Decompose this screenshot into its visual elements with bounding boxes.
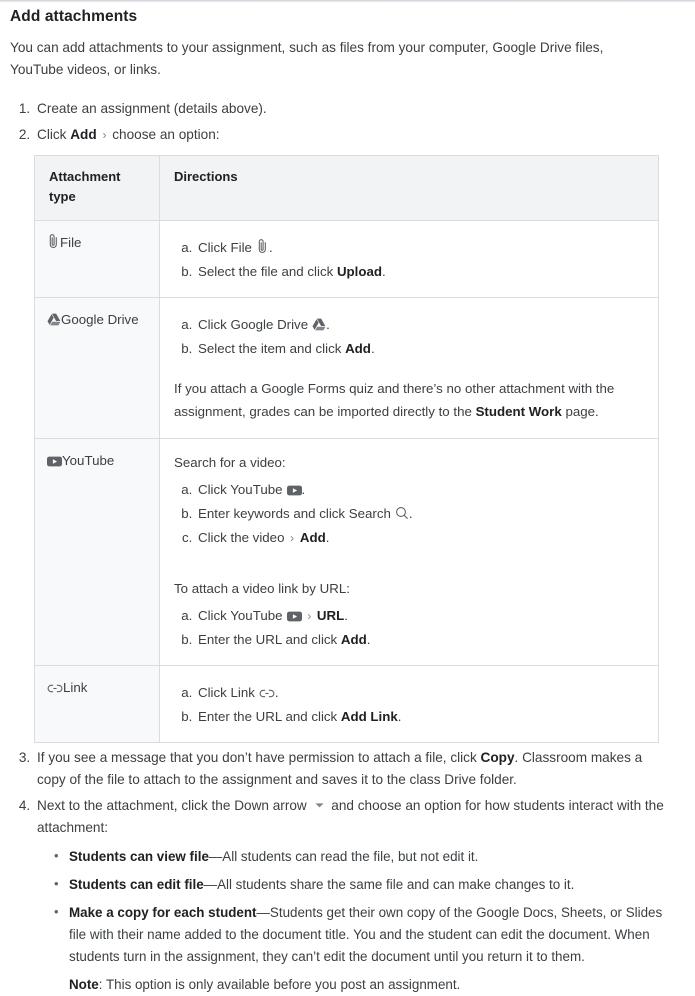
direction-bold: Add [345, 341, 371, 356]
cell-attachment-type-youtube [35, 439, 160, 666]
paperclip-icon [47, 234, 60, 249]
step-1-text: Create an assignment (details above). [37, 101, 267, 116]
list-item [53, 846, 673, 868]
direction-item [196, 604, 644, 628]
cell-directions-google-drive [160, 298, 659, 439]
direction-text-post: . [326, 317, 330, 332]
direction-item [196, 337, 644, 361]
direction-item [196, 681, 644, 705]
list-item [53, 902, 673, 996]
table-header-row [35, 156, 659, 221]
cell-attachment-type-link [35, 666, 160, 743]
note-label: Note [69, 977, 99, 992]
direction-item [196, 526, 644, 550]
list-item [53, 874, 673, 896]
link-icon [47, 683, 63, 694]
direction-text-post: . [344, 608, 348, 623]
cell-directions-youtube [160, 439, 659, 666]
column-header-directions: Directions [160, 156, 659, 221]
option-desc: —All students share the same file and can make changes to it. [203, 877, 575, 892]
direction-text-post: . [366, 632, 371, 647]
direction-item [196, 705, 644, 729]
directions-list-search [174, 478, 644, 550]
copy-label: Copy [480, 750, 515, 765]
column-header-attachment-type: Attachment type [35, 156, 160, 221]
student-work-label: Student Work [475, 404, 562, 419]
down-arrow-icon [314, 801, 325, 809]
table-row [35, 666, 659, 743]
step-2-text-post: choose an option: [112, 127, 220, 142]
cell-directions-file [160, 221, 659, 298]
chevron-right-icon: › [102, 128, 107, 142]
search-icon [395, 506, 409, 520]
cell-label-link: Link [63, 680, 88, 695]
direction-item [196, 628, 644, 652]
youtube-icon [287, 485, 302, 496]
option-desc: —Students get their own copy of the Google Docs, Sheets, or Slides file with their name added to the document title. You and the student can edit the document. When students turn in the assignment, they can’t edit the document until you return it to them. [69, 905, 663, 964]
direction-bold: Upload [336, 264, 383, 279]
direction-text-post: . [397, 709, 402, 724]
cell-attachment-type-file [35, 221, 160, 298]
option-label-edit: Students can edit file [69, 877, 204, 892]
direction-bold: Add Link [340, 709, 398, 724]
direction-text: Click File [198, 240, 252, 255]
google-drive-icon [312, 318, 326, 331]
chevron-right-icon: › [307, 609, 312, 623]
cell-directions-link [160, 666, 659, 743]
cell-label-google-drive: Google Drive [61, 312, 139, 327]
direction-bold: URL [316, 608, 345, 623]
youtube-icon [47, 456, 62, 467]
directions-list [174, 236, 644, 284]
direction-text: Enter the URL and click [198, 709, 341, 724]
direction-text-post: . [301, 482, 306, 497]
directions-list [174, 313, 644, 361]
step-3-text-a: If you see a message that you don’t have permission to attach a file, click [37, 750, 481, 765]
google-forms-note [174, 377, 644, 423]
direction-text-post: . [408, 506, 413, 521]
direction-item [196, 478, 644, 502]
direction-text-post: . [382, 264, 386, 279]
youtube-icon [287, 611, 302, 622]
option-label-view: Students can view file [69, 849, 209, 864]
direction-text: Enter keywords and click Search [198, 506, 391, 521]
step-3 [34, 747, 687, 791]
table-row [35, 439, 659, 666]
option-label-copy: Make a copy for each student [69, 905, 257, 920]
directions-list [174, 681, 644, 729]
youtube-search-lead: Search for a video: [174, 455, 286, 470]
attachment-type-table [34, 155, 659, 743]
link-icon [259, 688, 275, 699]
step-1 [34, 98, 687, 120]
direction-bold: Add [299, 530, 326, 545]
step-4-text-a: Next to the attachment, click the Down arrow [37, 798, 307, 813]
direction-text: Click YouTube [198, 608, 283, 623]
cell-label-file: File [60, 235, 82, 250]
paperclip-icon [256, 239, 269, 254]
step-2 [34, 124, 687, 743]
direction-text: Click YouTube [198, 482, 283, 497]
table-row [35, 221, 659, 298]
step-2-text-pre: Click [37, 127, 67, 142]
cell-attachment-type-google-drive [35, 298, 160, 439]
option-desc: —All students can read the file, but not edit it. [208, 849, 479, 864]
chevron-right-icon: › [290, 531, 295, 545]
table-head [35, 156, 659, 221]
google-forms-note-b: page. [561, 404, 599, 419]
direction-text-post: . [268, 240, 273, 255]
student-options-list [37, 846, 673, 996]
step-4 [34, 795, 687, 996]
direction-text: Click Google Drive [198, 317, 309, 332]
direction-item [196, 313, 644, 337]
numbered-steps [8, 98, 687, 996]
direction-text: Select the file and click [198, 264, 337, 279]
page-title: Add attachments [10, 8, 138, 25]
direction-item [196, 260, 644, 284]
direction-item [196, 236, 644, 260]
youtube-url-lead: To attach a video link by URL: [174, 581, 350, 596]
intro-paragraph: You can add attachments to your assignment, such as files from your computer, Google Drive files, YouTube videos, or links. [10, 40, 604, 77]
direction-text: Enter the URL and click [198, 632, 341, 647]
table-body [35, 221, 659, 743]
step-3-text-b: . Classroom makes a copy of the file to attach to the assignment and saves it to the class Drive folder. [37, 750, 643, 787]
table-row [35, 298, 659, 439]
direction-text: Select the item and click [198, 341, 346, 356]
directions-list-url [174, 604, 644, 652]
option-note [69, 974, 673, 996]
direction-text-post: . [370, 341, 375, 356]
step-4-text-b: and choose an option for how students interact with the attachment: [37, 798, 664, 835]
cell-label-youtube: YouTube [62, 453, 115, 468]
step-2-add-label: Add [70, 127, 97, 142]
google-forms-note-a: If you attach a Google Forms quiz and there’s no other attachment with the assignment, grades can be imported directly to the [174, 381, 615, 419]
note-text: : This option is only available before you post an assignment. [98, 977, 461, 992]
direction-item [196, 502, 644, 526]
direction-text-post: . [274, 685, 279, 700]
google-drive-icon [47, 313, 61, 326]
direction-bold: Add [340, 632, 367, 647]
direction-text-post: . [325, 530, 330, 545]
direction-text: Click Link [198, 685, 255, 700]
direction-text: Click the video [198, 530, 285, 545]
